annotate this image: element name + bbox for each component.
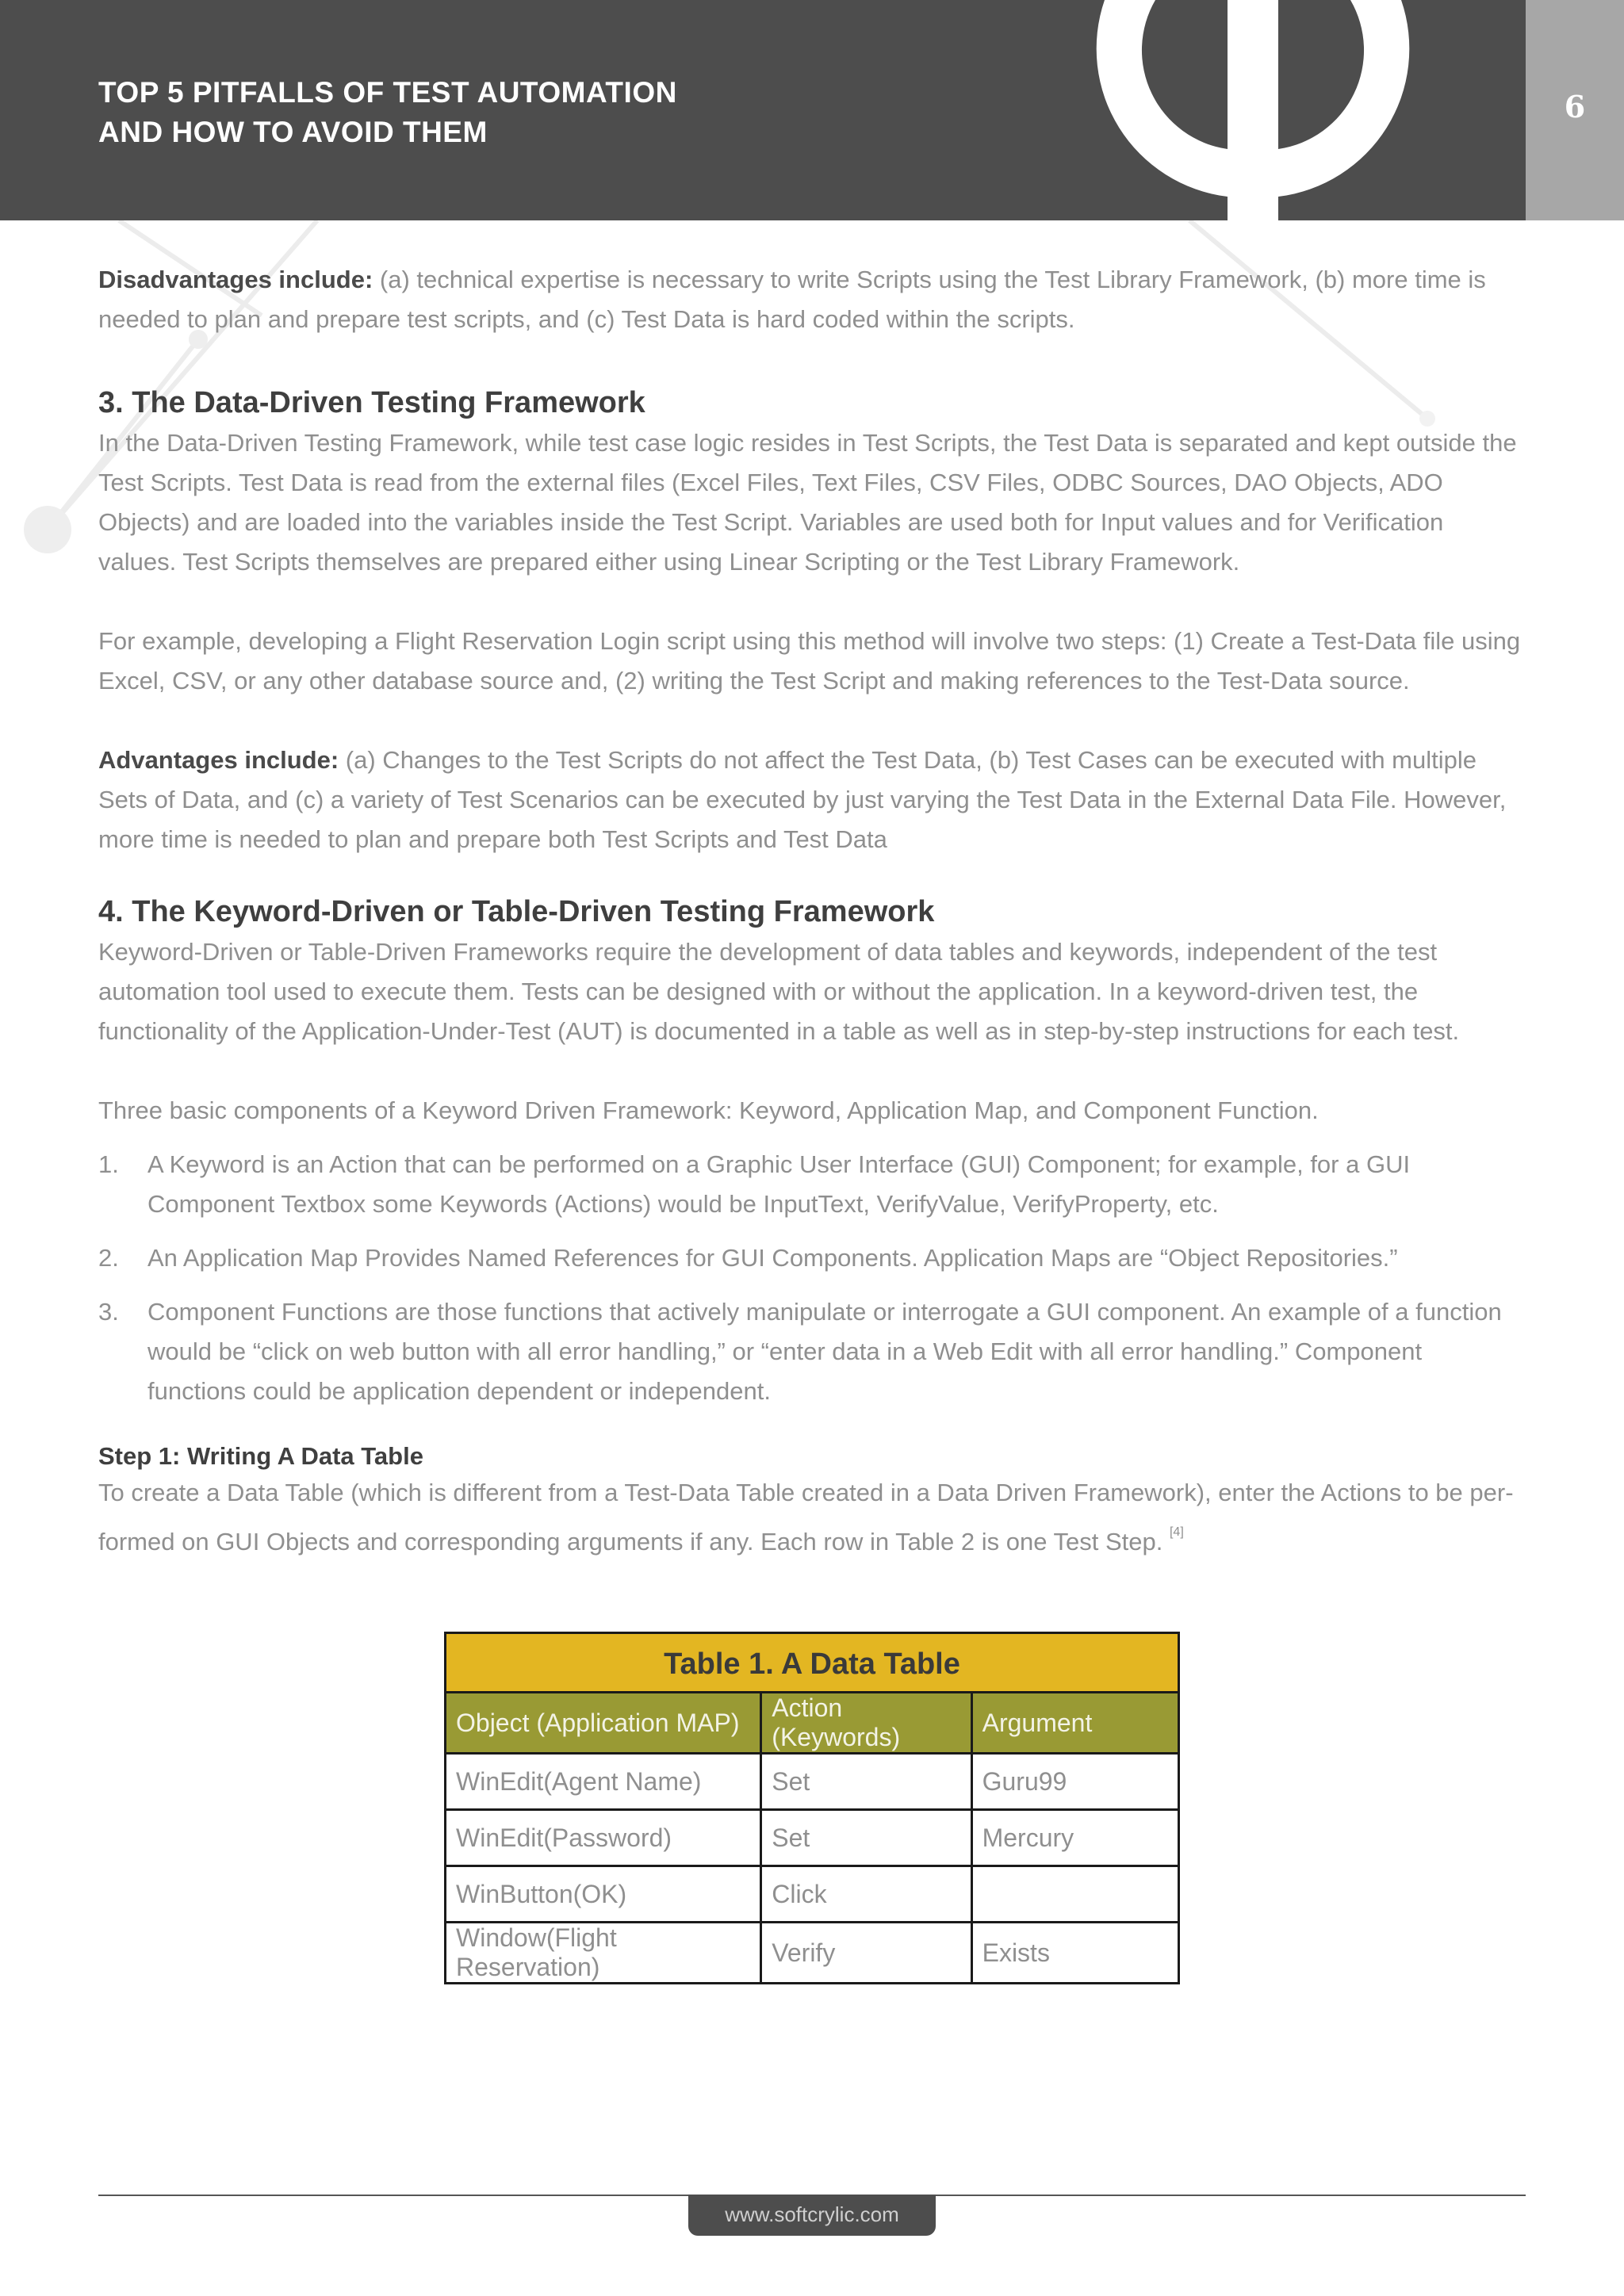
page-number: 6 bbox=[1564, 89, 1586, 124]
title-line-1: TOP 5 PITFALLS OF TEST AUTOMATION bbox=[98, 76, 677, 109]
reference-marker: [4] bbox=[1169, 1525, 1184, 1539]
list-item bbox=[98, 1145, 1526, 1224]
table-cell: Set bbox=[761, 1810, 971, 1866]
components-list bbox=[98, 1145, 1526, 1411]
table-header-row bbox=[446, 1693, 1179, 1754]
table-header-action: Action (Keywords) bbox=[761, 1693, 971, 1754]
table-cell: Guru99 bbox=[971, 1754, 1178, 1810]
list-item-text: A Keyword is an Action that can be performed on a Graphic User Interface (GUI) Component; for example, for a GUI Component Textbox some Keywords (Actions) would be InputText, VerifyValue, VerifyProperty, etc. bbox=[147, 1150, 1411, 1218]
title-line-2: AND HOW TO AVOID THEM bbox=[98, 116, 488, 148]
section-4-heading: 4. The Keyword-Driven or Table-Driven Testing Framework bbox=[98, 895, 935, 928]
table-cell: WinEdit(Password) bbox=[446, 1810, 761, 1866]
table-cell: Window(Flight Reservation) bbox=[446, 1923, 761, 1984]
section-3-paragraph-2: For example, developing a Flight Reservation Login script using this method will involve two steps: (1) Create a Test-Data file using Excel, CSV, or any other database source and, (2) writing the Test Script and making references to the Test-Data source. bbox=[98, 627, 1521, 695]
list-item bbox=[98, 1238, 1526, 1278]
step-1-heading: Step 1: Writing A Data Table bbox=[98, 1442, 423, 1470]
document-title bbox=[98, 73, 677, 152]
list-item-number: 1. bbox=[98, 1150, 119, 1178]
list-item-text: Component Functions are those functions that actively manipulate or interrogate a GUI component. An example of a function would be “click on web button with all error handling,” or “enter data in a Web Edit with all error handling.” Component functions could be application dependent or independent. bbox=[147, 1298, 1502, 1405]
list-item-text: An Application Map Provides Named References for GUI Components. Application Maps are “Object Repositories.” bbox=[147, 1244, 1398, 1272]
step-1-text: To create a Data Table (which is different from a Test-Data Table created in a Data Driven Framework), enter the Actions to be per-formed on GUI Objects and corresponding arguments if any. Each row in Table 2 is one Test Step. bbox=[98, 1479, 1514, 1556]
section-4-paragraph-1: Keyword-Driven or Table-Driven Frameworks require the development of data tables and keywords, independent of the test automation tool used to execute them. Tests can be designed with or without the application. In a keyword-driven test, the functionality of the Application-Under-Test (AUT) is documented in a table as well as in step-by-step instructions for each test. bbox=[98, 938, 1460, 1045]
table-cell: Exists bbox=[971, 1923, 1178, 1984]
section-3-paragraph-1: In the Data-Driven Testing Framework, while test case logic resides in Test Scripts, the Test Data is separated and kept outside the Test Scripts. Test Data is read from the external files (Excel Files, Text Files, CSV Files, ODBC Sources, DAO Objects, ADO Objects) and are loaded into the variables inside the Test Script. Variables are used both for Input values and for Verification values. Test Scripts themselves are prepared either using Linear Scripting or the Test Library Framework. bbox=[98, 429, 1517, 576]
table-row bbox=[446, 1866, 1179, 1923]
table-row bbox=[446, 1923, 1179, 1984]
table-header-object: Object (Application MAP) bbox=[446, 1693, 761, 1754]
table-caption: Table 1. A Data Table bbox=[444, 1632, 1180, 1691]
disadvantages-lead: Disadvantages include: bbox=[98, 266, 373, 293]
disadvantages-paragraph bbox=[98, 260, 1526, 339]
table-cell: WinEdit(Agent Name) bbox=[446, 1754, 761, 1810]
brand-logo-icon bbox=[1055, 0, 1451, 220]
table-cell: Verify bbox=[761, 1923, 971, 1984]
list-item bbox=[98, 1292, 1526, 1411]
section-3-heading: 3. The Data-Driven Testing Framework bbox=[98, 386, 645, 419]
table-cell: Set bbox=[761, 1754, 971, 1810]
data-table-grid bbox=[444, 1691, 1180, 1984]
list-item-number: 2. bbox=[98, 1244, 119, 1272]
table-cell: WinButton(OK) bbox=[446, 1866, 761, 1923]
disadvantages-text: (a) technical expertise is necessary to write Scripts using the Test Library Framework, (b) more time is needed to plan and prepare test scripts, and (c) Test Data is hard coded within the scripts. bbox=[98, 266, 1486, 333]
advantages-paragraph bbox=[98, 740, 1526, 859]
table-cell: Click bbox=[761, 1866, 971, 1923]
table-header-argument: Argument bbox=[971, 1693, 1178, 1754]
data-table bbox=[444, 1632, 1180, 1984]
table-row bbox=[446, 1754, 1179, 1810]
list-item-number: 3. bbox=[98, 1298, 119, 1326]
section-4-paragraph-2: Three basic components of a Keyword Driven Framework: Keyword, Application Map, and Component Function. bbox=[98, 1096, 1319, 1124]
main-content bbox=[98, 260, 1526, 1562]
table-row bbox=[446, 1810, 1179, 1866]
advantages-text: (a) Changes to the Test Scripts do not affect the Test Data, (b) Test Cases can be executed with multiple Sets of Data, and (c) a variety of Test Scenarios can be executed by just varying the Test Data in the External Data File. However, more time is needed to plan and prepare both Test Scripts and Test Data bbox=[98, 746, 1507, 853]
step-1-paragraph bbox=[98, 1473, 1526, 1562]
advantages-lead: Advantages include: bbox=[98, 746, 339, 774]
table-cell bbox=[971, 1866, 1178, 1923]
table-cell: Mercury bbox=[971, 1810, 1178, 1866]
footer-url-link[interactable]: www.softcrylic.com bbox=[688, 2195, 936, 2236]
